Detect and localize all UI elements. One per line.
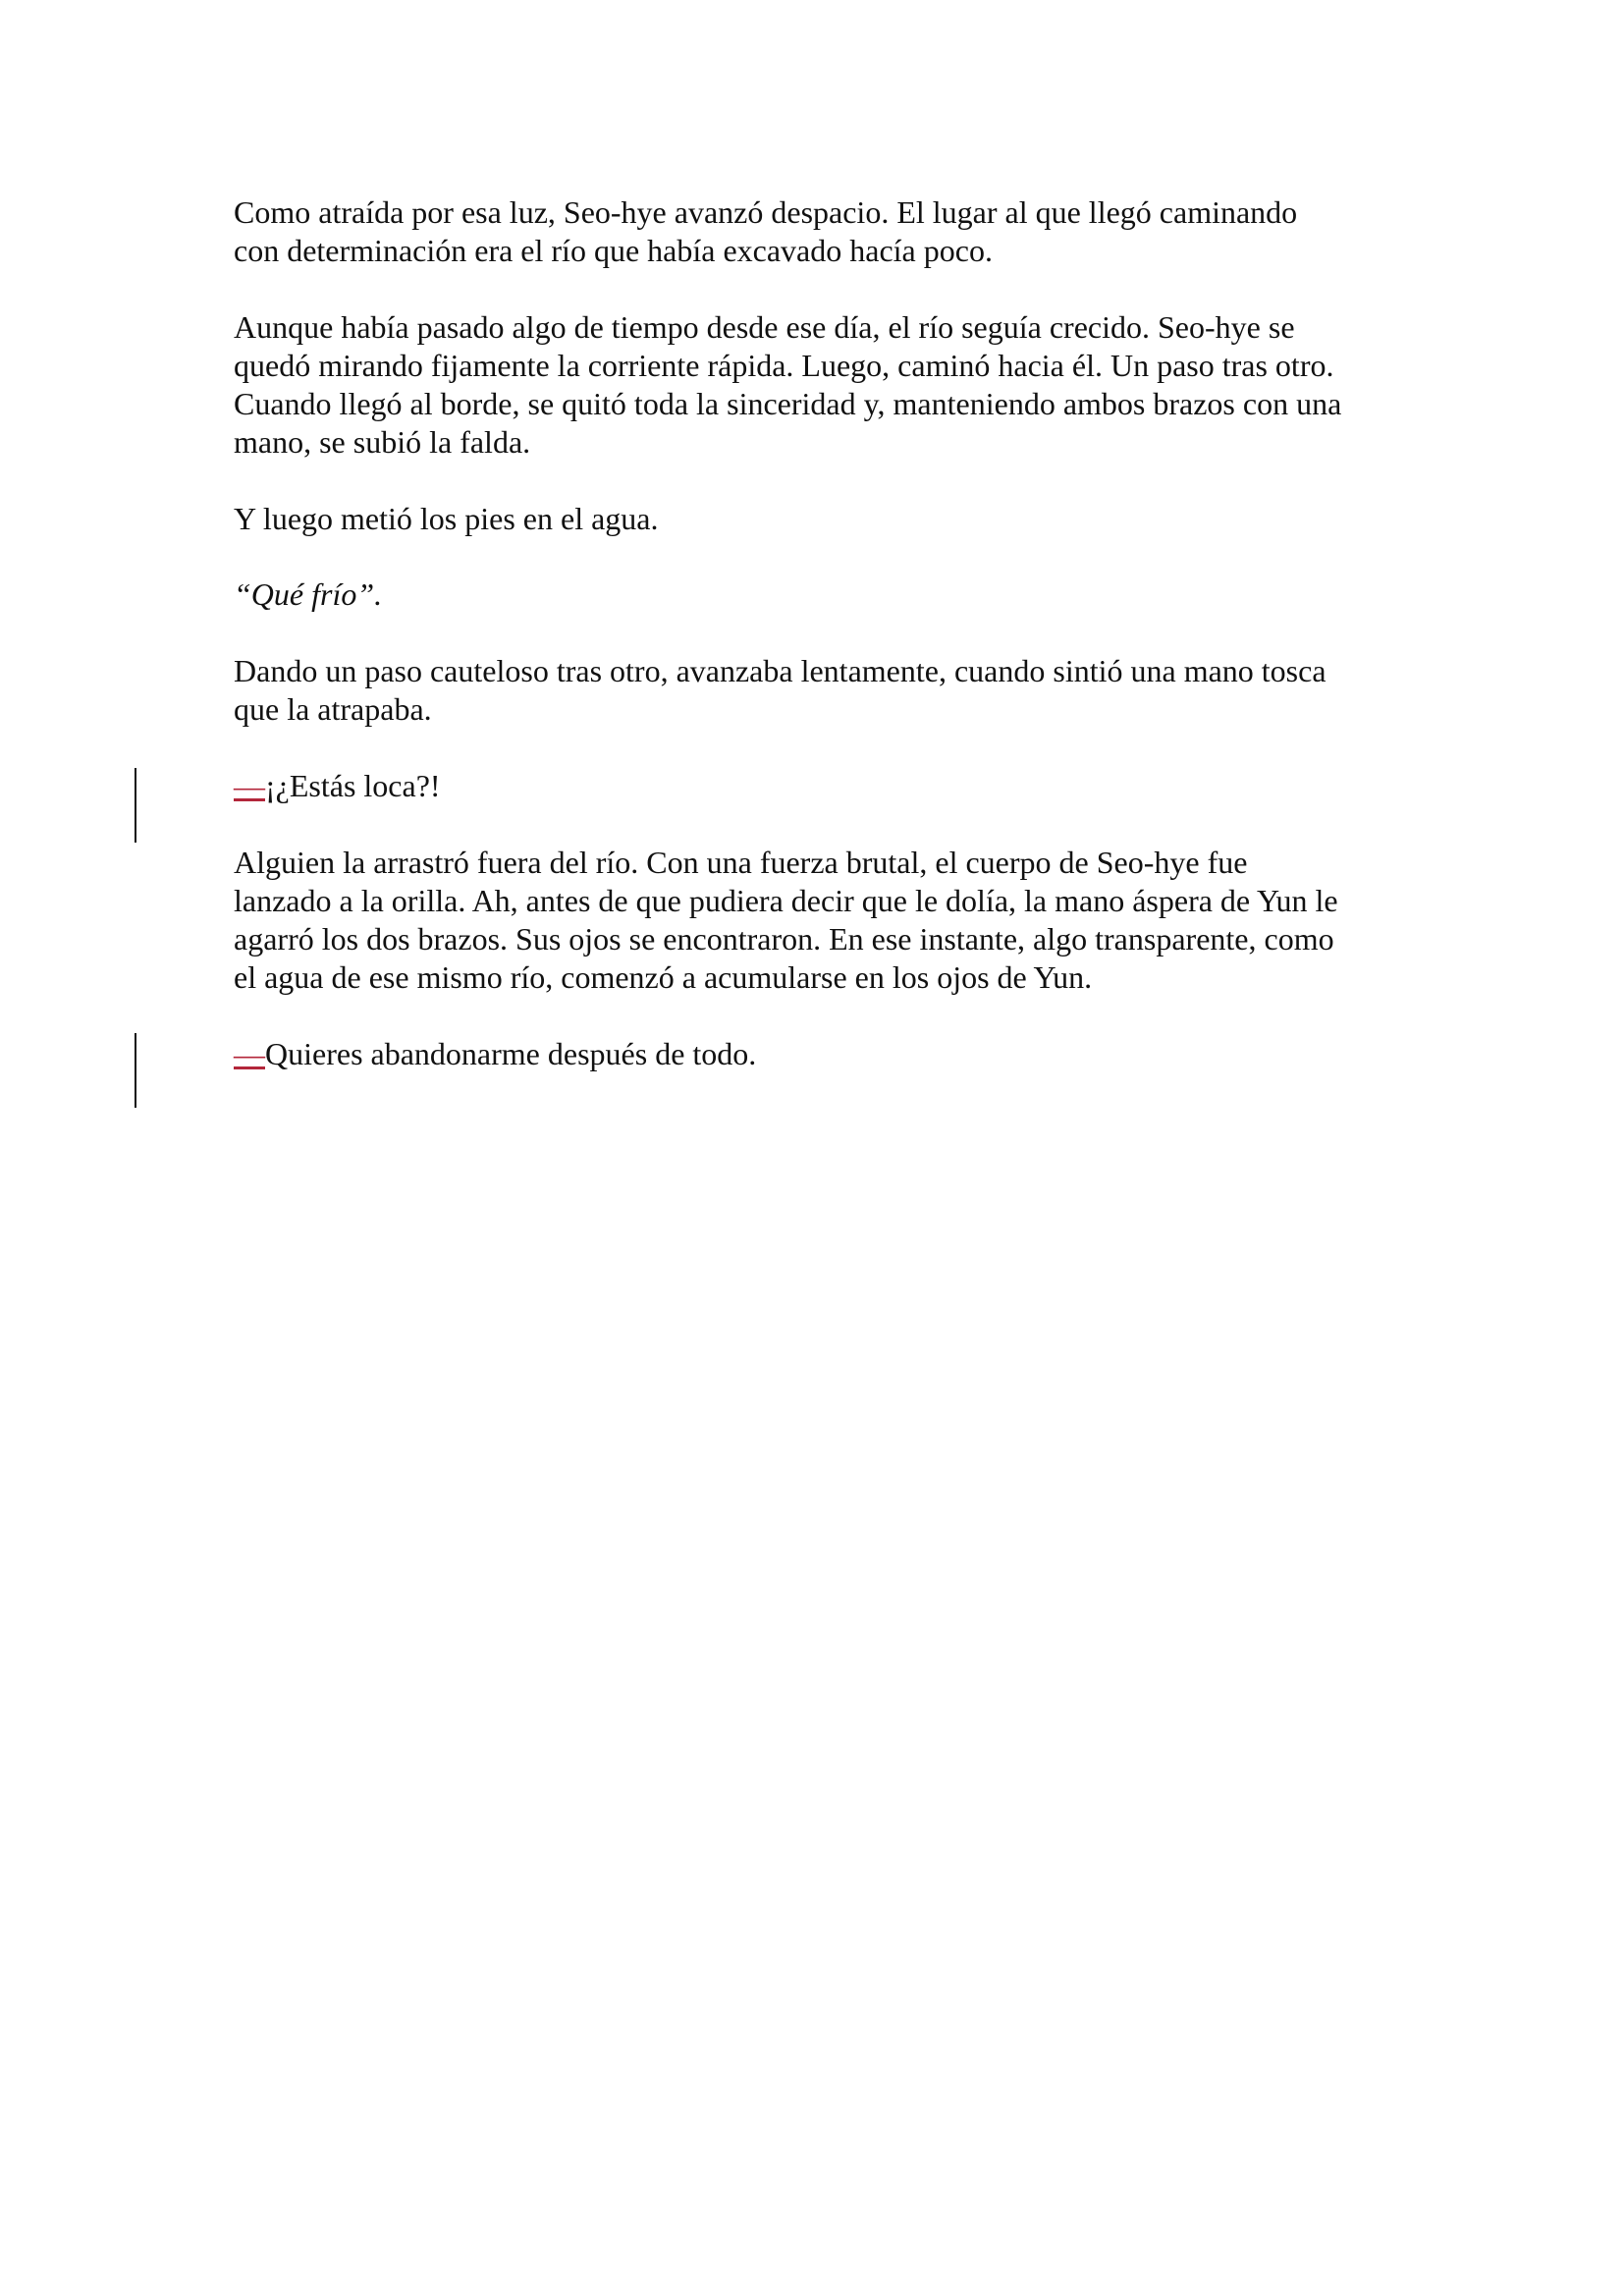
paragraph-2: Aunque había pasado algo de tiempo desde ese día, el río seguía crecido. Seo-hye se quedó mirando fijamente la corriente rápida. Luego, caminó hacia él. Un paso tras otro. Cuando llegó al borde, se quitó toda la sinceridad y, manteniendo ambos brazos con una mano, se subió la falda. xyxy=(234,309,1342,460)
change-bar-2 xyxy=(135,1033,136,1108)
paragraph-thought: “Qué frío”. xyxy=(234,576,383,612)
dialogue-dash-1: — xyxy=(234,768,265,803)
dialogue-text-1: ¡¿Estás loca?! xyxy=(265,768,441,803)
change-bar-1 xyxy=(135,768,136,843)
paragraph-6: Alguien la arrastró fuera del río. Con una fuerza brutal, el cuerpo de Seo-hye fue lanzado a la orilla. Ah, antes de que pudiera decir que le dolía, la mano áspera de Yun le agarró los dos brazos. Sus ojos se encontraron. En ese instante, algo transparente, como el agua de ese mismo río, comenzó a acumularse en los ojos de Yun. xyxy=(234,845,1338,995)
dialogue-line-2 xyxy=(234,1035,756,1073)
dialogue-text-2: Quieres abandonarme después de todo. xyxy=(265,1036,757,1071)
dialogue-line-1 xyxy=(234,767,441,805)
paragraph-1: Como atraída por esa luz, Seo-hye avanzó despacio. El lugar al que llegó caminando con determinación era el río que había excavado hacía poco. xyxy=(234,194,1298,268)
paragraph-3: Y luego metió los pies en el agua. xyxy=(234,501,659,536)
paragraph-5: Dando un paso cauteloso tras otro, avanzaba lentamente, cuando sintió una mano tosca que la atrapaba. xyxy=(234,653,1326,727)
dialogue-dash-2: — xyxy=(234,1036,265,1071)
